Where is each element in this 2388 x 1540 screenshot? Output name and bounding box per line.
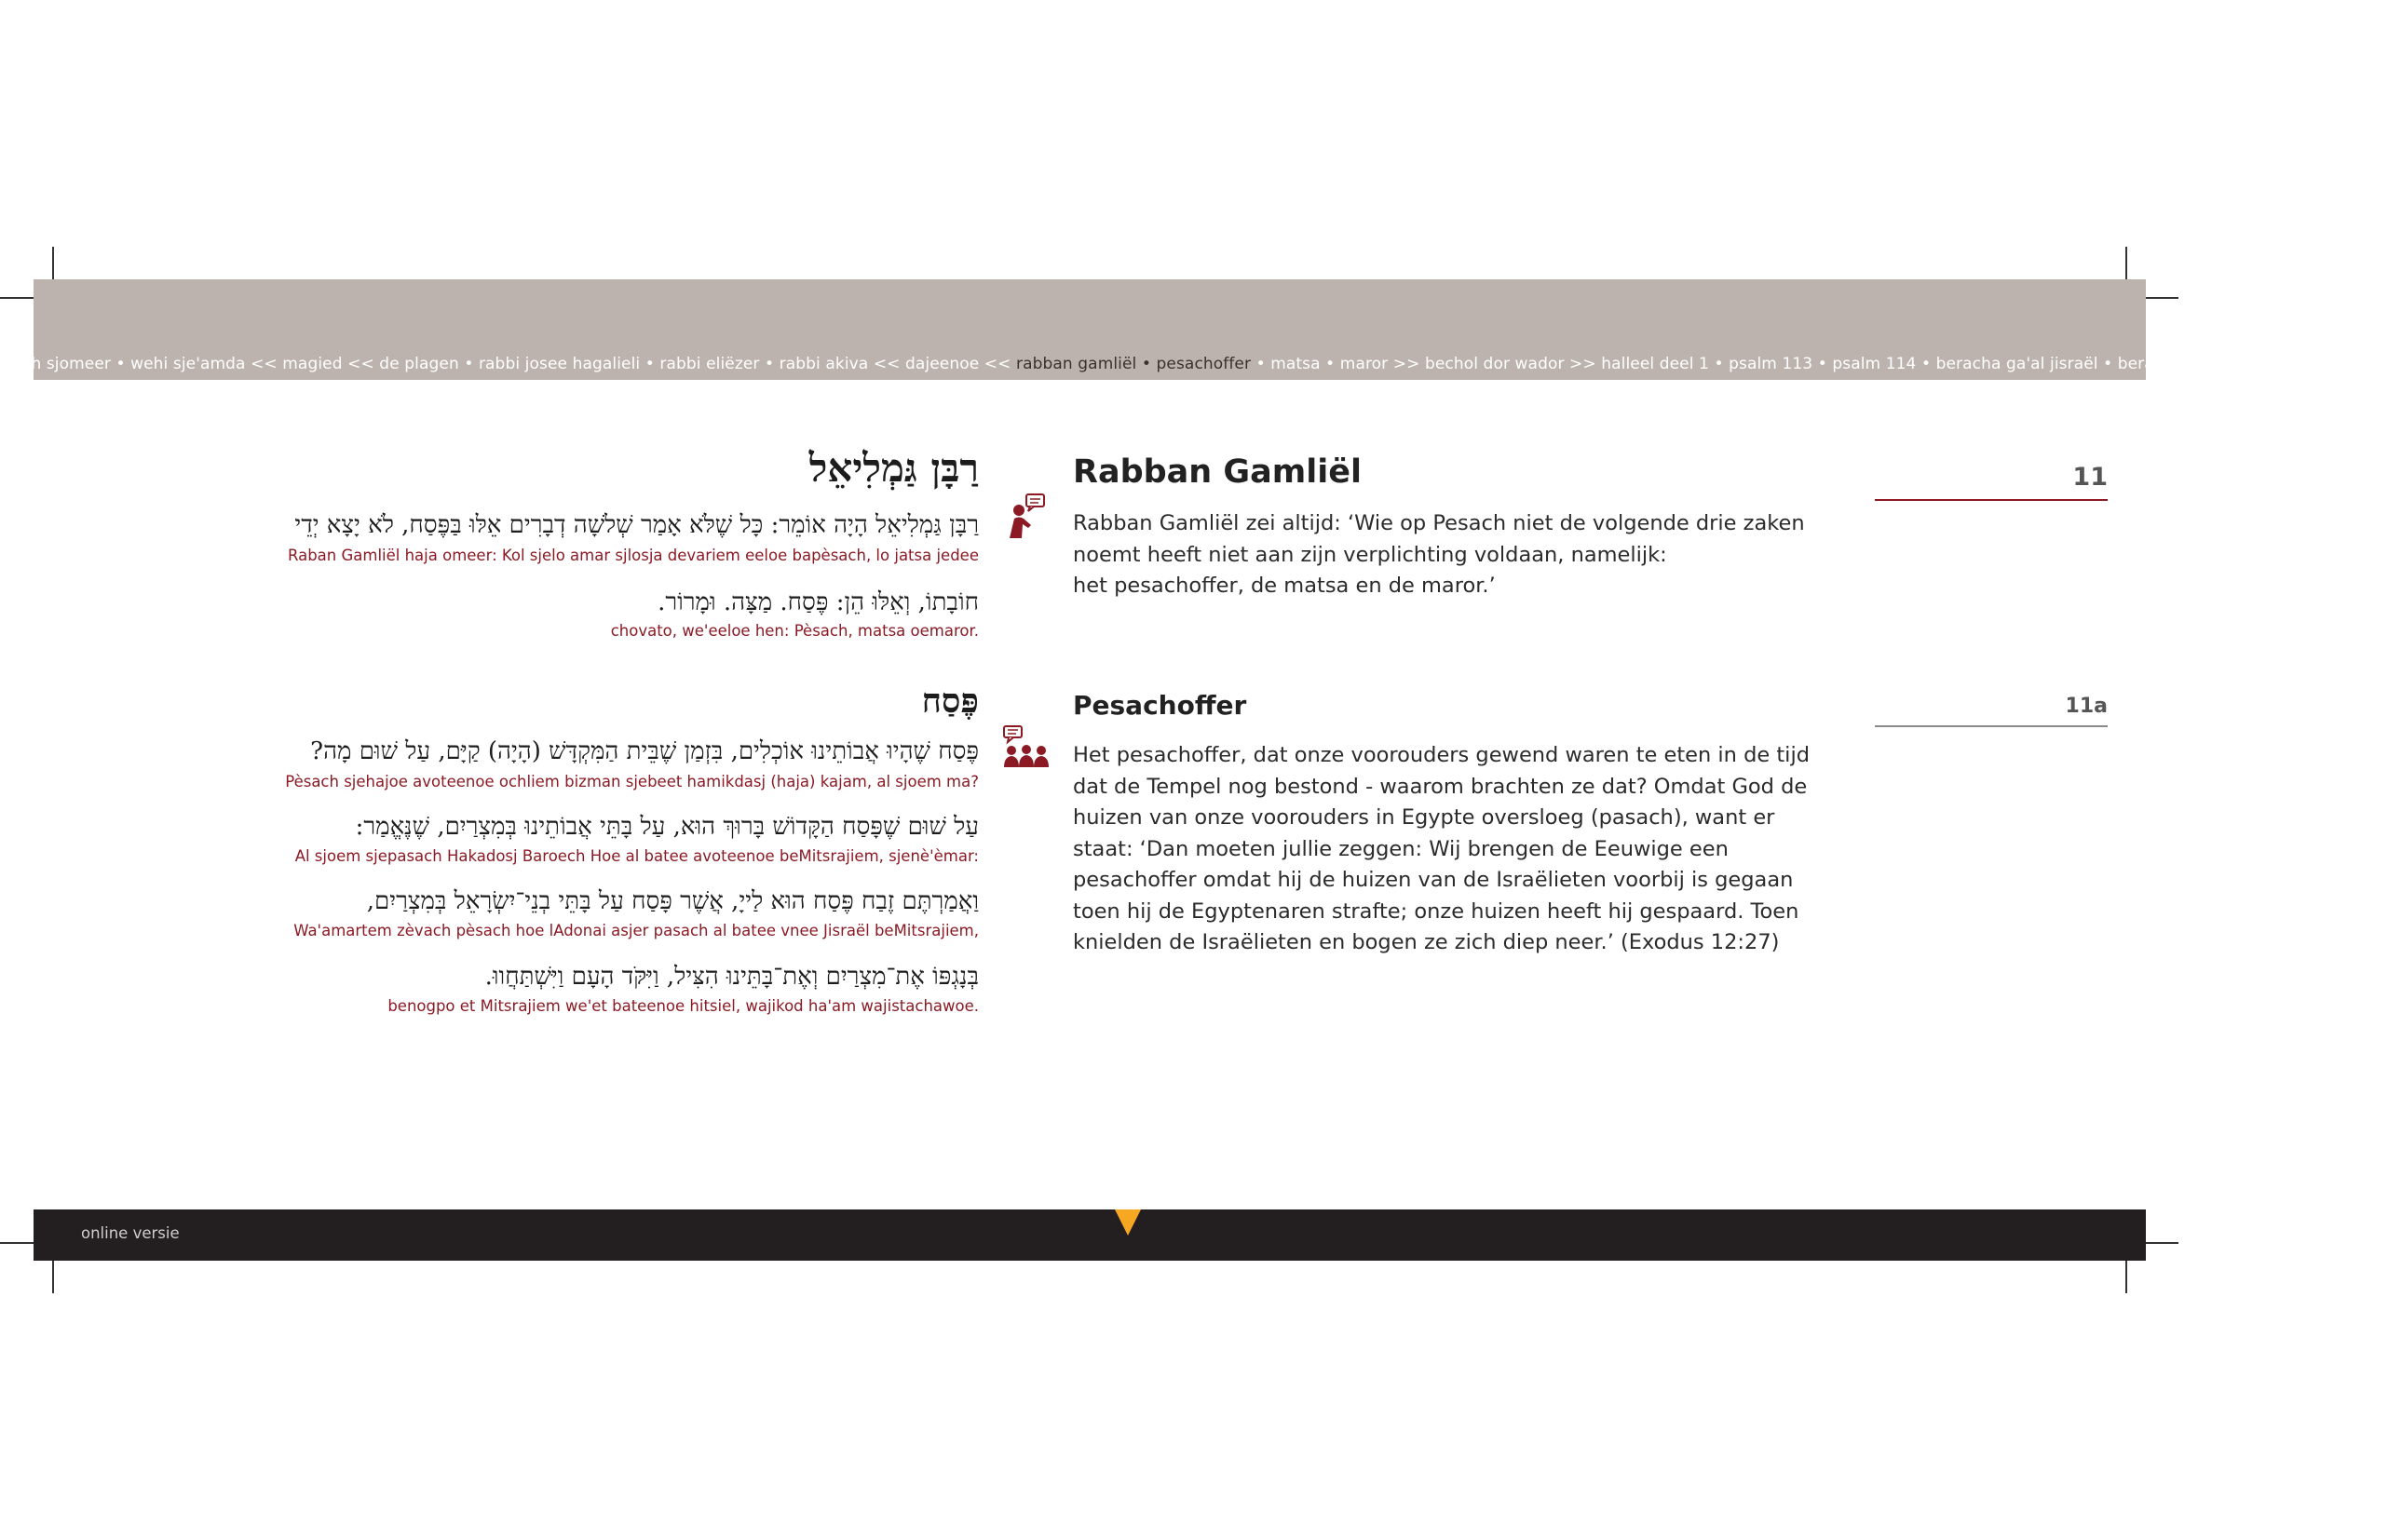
navigation-band	[22, 279, 2388, 380]
breadcrumb-after: • matsa • maror >> bechol dor wador >> halleel deel 1 • psalm 113 • psalm 114 • beracha ga'al jisraël • beracha over de wijn >> beracha	[1251, 355, 2388, 373]
hebrew-line: רַבָּן גַּמְלִיאֵל הָיָה אוֹמֵר: כָּל שֶׁלֹּא אָמַר שְׁלֹשָׁה דְבָרִים אֵלּוּ בַּפֶּסַח, לֹא יָצָא יְדֵי	[294, 511, 979, 539]
transliteration-line: Raban Gamliël haja omeer: Kol sjelo amar sjlosja devariem eeloe bapèsach, lo jatsa jedee	[287, 547, 979, 564]
section-body-rabban-gamliel	[1073, 508, 1837, 602]
hebrew-title-pesach: פֶּסַח	[921, 682, 979, 721]
breadcrumb-current: rabban gamliël • pesachoffer	[1016, 355, 1252, 373]
hebrew-line: חוֹבָתוֹ, וְאֵלּוּ הֵן: פֶּסַח. מַצָּה. וּמָרוֹר.	[658, 588, 979, 616]
crop-mark	[0, 297, 35, 299]
transliteration-line: Al sjoem sjepasach Hakadosj Baroech Hoe al batee avoteenoe beMitsrajiem, sjenè'èmar:	[294, 847, 979, 865]
hebrew-line: וַאֲמַרְתֶּם זֶבַח פֶּסַח הוּא לַייָ, אֲשֶׁר פָּסַח עַל בָּתֵּי בְנֵי־יִשְׂרָאֵל בְּמִצְרַיִם,	[366, 887, 979, 915]
body-paragraph: Het pesachoffer, dat onze voorouders gewend waren te eten in de tijd dat de Tempel nog bestond - waarom brachten ze dat? Omdat God de huizen van onze voorouders in Egypte oversloeg (pasach), want er staat: ‘Dan moeten jullie zeggen: Wij brengen de Eeuwige een pesachoffer omdat hij de huizen van de Israëlieten voorbij is gegaan toen hij de Egyptenaren strafte; onze huizen heeft hij gespaard. Toen knielden de Israëlieten en bogen ze zich diep neer.’ (Exodus 12:27)	[1073, 743, 1810, 954]
page-number: 11a	[2065, 695, 2108, 718]
person-speaking-icon	[1006, 492, 1052, 542]
crop-mark	[2144, 1242, 2178, 1244]
section-title-rabban-gamliel: Rabban Gamliël	[1073, 453, 1362, 491]
divider	[1875, 725, 2108, 727]
transliteration-line: benogpo et Mitsrajiem we'et bateenoe hitsiel, wajikod ha'am wajistachawoe.	[387, 997, 979, 1015]
transliteration-line: chovato, we'eeloe hen: Pèsach, matsa oemaror.	[610, 622, 979, 640]
footer-label: online versie	[81, 1224, 180, 1242]
crop-mark	[2144, 297, 2178, 299]
crop-mark	[52, 247, 54, 282]
footer-bar	[34, 1209, 2146, 1261]
hebrew-line: פֶּסַח שֶׁהָיוּ אֲבוֹתֵינוּ אוֹכְלִים, בִּזְמַן שֶׁבֵּית הַמִּקְדָּשׁ (הָיָה) קַיָּם, עַל שׁוּם מָה?	[310, 737, 979, 765]
transliteration-line: Wa'amartem zèvach pèsach hoe lAdonai asjer pasach al batee vnee Jisraël beMitsrajiem,	[293, 922, 979, 939]
divider	[1875, 499, 2108, 501]
transliteration-line: Pèsach sjehajoe avoteenoe ochliem bizman sjebeet hamikdasj (haja) kajam, al sjoem ma?	[285, 773, 979, 790]
crop-mark	[0, 1242, 35, 1244]
crop-mark	[2125, 247, 2127, 282]
hebrew-title-rabban-gamliel: רַבָּן גַּמְלִיאֵל	[808, 445, 979, 491]
hebrew-line: עַל שׁוּם שֶׁפָּסַח הַקָּדוֹשׁ בָּרוּךְ הוּא, עַל בָּתֵּי אֲבוֹתֵינוּ בְּמִצְרַיִם, שֶׁנֶּאֱמַר:	[355, 813, 979, 841]
body-paragraph: Rabban Gamliël zei altijd: ‘Wie op Pesach niet de volgende drie zaken noemt heeft niet aan zijn verplichting voldaan, namelijk:	[1073, 511, 1805, 567]
center-marker-icon	[1115, 1209, 1141, 1236]
hebrew-line: בְּנָגְפּוֹ אֶת־מִצְרַיִם וְאֶת־בָּתֵּינוּ הִצִּיל, וַיִּקֹּד הָעָם וַיִּשְׁתַּחֲווּ.	[484, 963, 979, 991]
page-number: 11	[2072, 463, 2108, 492]
body-paragraph: het pesachoffer, de matsa en de maror.’	[1073, 574, 1496, 598]
crop-mark	[2125, 1261, 2127, 1293]
section-title-pesachoffer: Pesachoffer	[1073, 690, 1247, 721]
group-speaking-icon	[1002, 724, 1051, 769]
breadcrumb	[22, 355, 2388, 373]
crop-mark	[52, 1261, 54, 1293]
section-body-pesachoffer	[1073, 740, 1837, 959]
breadcrumb-before: ch sjomeer • wehi sje'amda << magied << de plagen • rabbi josee hagalieli • rabbi eliëzer • rabbi akiva << dajeenoe <<	[22, 355, 1016, 373]
